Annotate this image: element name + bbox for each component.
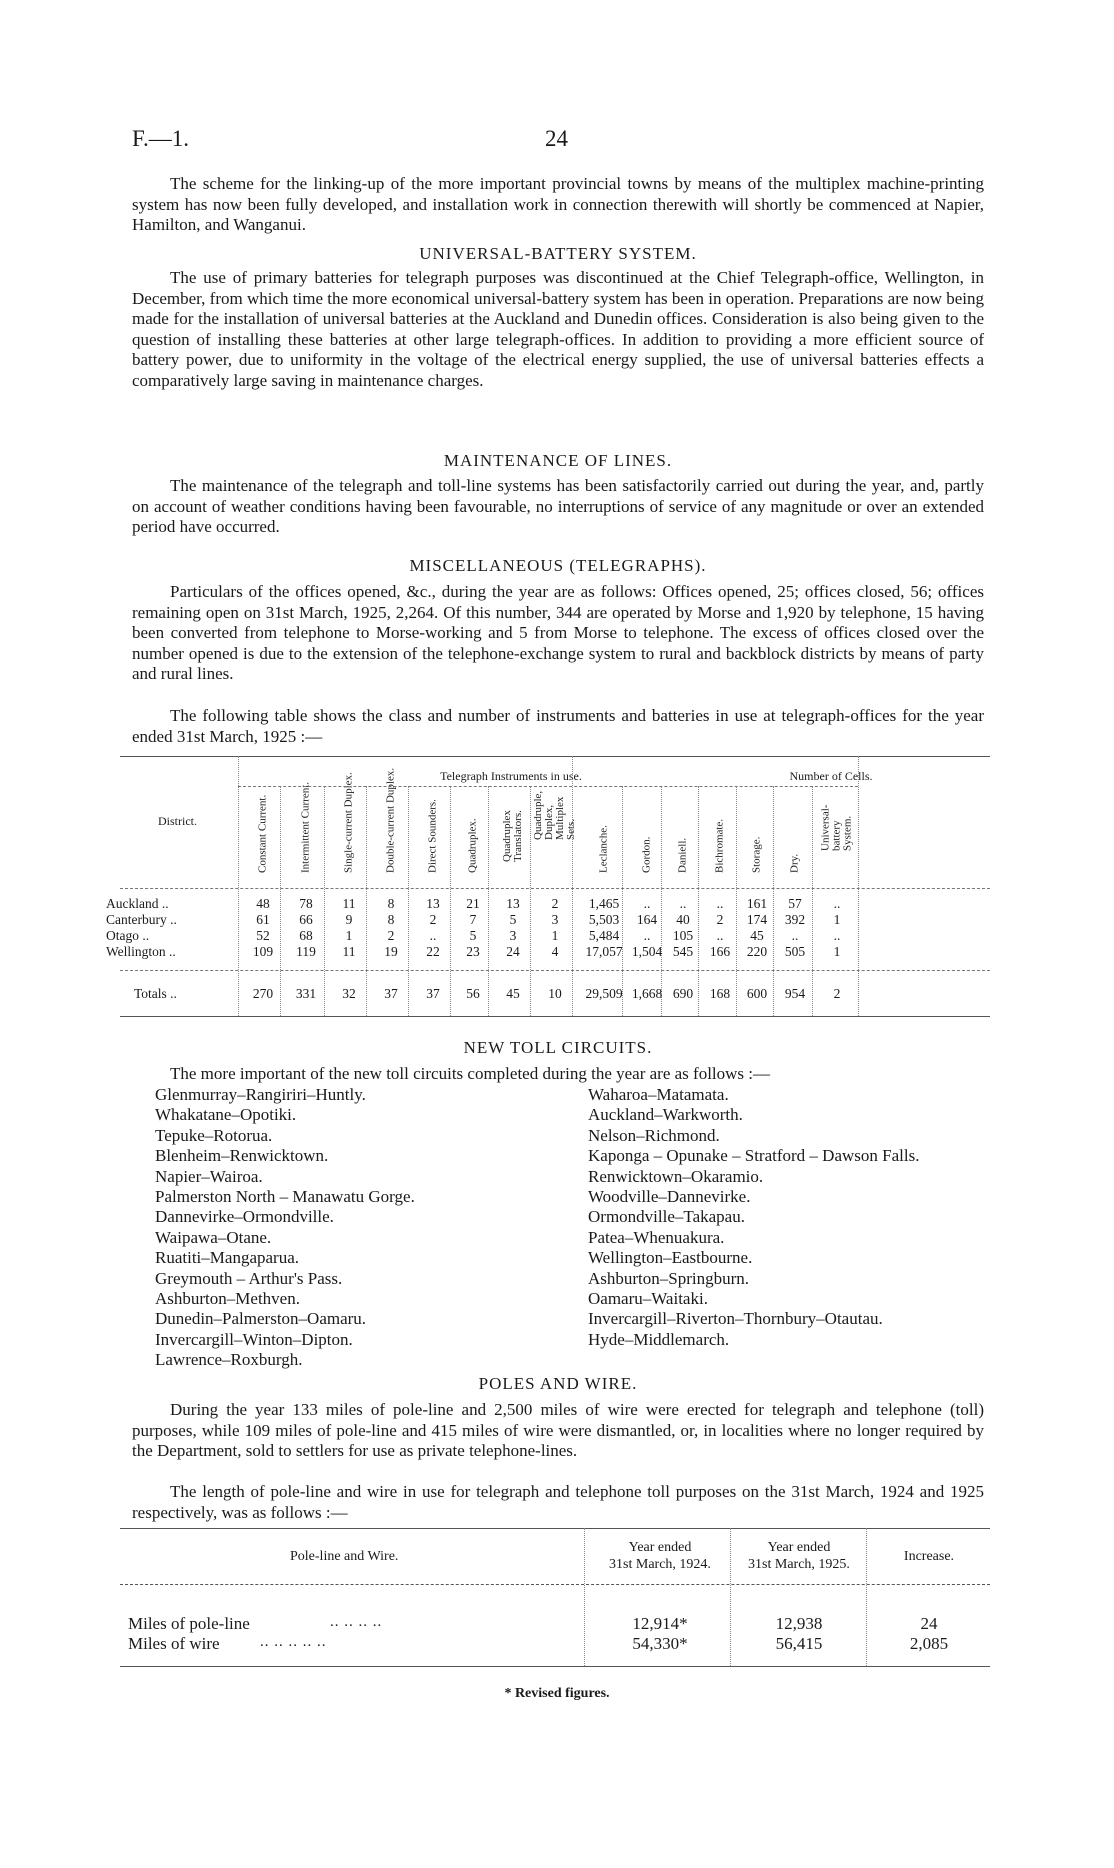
pole-table-header-rule: [120, 1584, 990, 1585]
maintenance-text: The maintenance of the telegraph and toll-line systems has been satisfactorily carried out during the year, and, partly on account of weather conditions having been favourable, no interruptions of service of any magnitude or over an extended period have occurred.: [132, 476, 984, 537]
toll-circuit-item: Wellington–Eastbourne.: [588, 1248, 753, 1268]
table-bottom-rule: [120, 1016, 990, 1017]
totals-row-cell: 2: [833, 986, 841, 1001]
totals-row-cell: 37: [384, 986, 398, 1001]
column-header-label: Quadruplex Translators.: [501, 810, 524, 862]
column-header-label: Intermittent Current.: [299, 781, 312, 873]
pole-row-1924: 12,914*: [632, 1614, 688, 1633]
toll-circuit-item: Renwicktown–Okaramio.: [588, 1166, 764, 1186]
table-row-cell: ..: [791, 928, 799, 943]
group-header-rule: [238, 786, 858, 787]
totals-row-cell: 331: [295, 986, 317, 1001]
table-row-cell: 2: [387, 928, 395, 943]
column-header: [665, 784, 701, 884]
pole-row-1925: 12,938: [775, 1614, 823, 1633]
table-row-cell: 45: [750, 928, 764, 943]
table-top-rule: [120, 756, 990, 757]
footnote: * Revised figures.: [504, 1686, 610, 1701]
toll-circuit-item: Palmerston North – Manawatu Gorge.: [155, 1187, 415, 1207]
universal-battery-paragraph: [132, 268, 984, 392]
table-row-cell: 1: [551, 928, 559, 943]
table-row-label: Wellington ..: [106, 944, 176, 959]
column-header: [413, 784, 453, 884]
district-header: District.: [158, 814, 197, 828]
table-row-cell: 5: [469, 928, 477, 943]
toll-circuit-item: Ruatiti–Mangaparua.: [155, 1248, 299, 1268]
table-row-cell: 3: [551, 912, 559, 927]
pole-col-rule: [866, 1528, 867, 1666]
wire-row-1924: 54,330*: [632, 1634, 688, 1653]
column-header-label: Daniell.: [676, 837, 689, 873]
table-row-label: Otago ..: [106, 928, 150, 943]
table-row-cell: 220: [746, 944, 768, 959]
toll-intro-paragraph: [132, 1064, 984, 1085]
toll-circuit-item: Tepuke–Rotorua.: [155, 1125, 273, 1145]
column-header-label: Universal-battery System.: [819, 804, 854, 851]
column-header-label: Single-current Duplex.: [342, 772, 355, 873]
column-header-label: Bichromate.: [713, 818, 726, 873]
pole-table-top-rule: [120, 1528, 990, 1529]
toll-circuit-item: Ormondville–Takapau.: [588, 1207, 745, 1227]
table-row-label: Auckland ..: [106, 896, 169, 911]
column-header: [776, 784, 814, 884]
table-row-cell: ..: [679, 896, 687, 911]
column-rule: [572, 756, 573, 1016]
table-row-cell: ..: [716, 928, 724, 943]
pole-col-rule: [584, 1528, 585, 1666]
table-row-cell: 109: [252, 944, 274, 959]
column-header: [371, 767, 411, 884]
table-row-cell: 13: [426, 896, 440, 911]
instrument-table: [106, 756, 990, 1018]
table-row-cell: 4: [551, 944, 559, 959]
table-row-cell: 68: [299, 928, 313, 943]
table-row-cell: 5: [509, 912, 517, 927]
toll-circuit-item: Waipawa–Otane.: [155, 1227, 272, 1247]
toll-circuit-item: Auckland–Warkworth.: [588, 1105, 743, 1125]
column-header-label: Quadruple, Duplex, Multiplex Sets.: [532, 790, 577, 840]
poles-text-2: The length of pole-line and wire in use for telegraph and telephone toll purposes on the 31st March, 1924 and 1925 respectively, was as follows :—: [132, 1482, 984, 1522]
column-header: [534, 784, 576, 884]
toll-circuit-item: Greymouth – Arthur's Pass.: [155, 1268, 343, 1288]
table-row-cell: 2: [716, 912, 724, 927]
pole-table: [120, 1528, 990, 1668]
toll-circuit-item: Patea–Whenuakura.: [588, 1227, 725, 1247]
column-header-label: Double-current Duplex.: [384, 767, 397, 873]
miscellaneous-text-1: Particulars of the offices opened, &c., during the year are as follows: Offices opened, 25; offices closed, 56; offices remaining open on 31st March, 1925, 2,264. Of this number, 344 are operated by Morse and 1,920 by telephone, 15 having been converted from telephone to Morse-working and 5 from Morse to telephone. The excess of offices closed over the number opened is due to the extension of the telephone-exchange system to rural and backblock districts by means of party and rural lines.: [132, 582, 984, 684]
table-row-cell: ..: [643, 928, 651, 943]
table-row-cell: 166: [709, 944, 731, 959]
table-row-cell: 2: [429, 912, 437, 927]
totals-row-cell: 1,668: [631, 986, 663, 1001]
toll-circuit-item: Nelson–Richmond.: [588, 1125, 720, 1145]
column-header: [739, 784, 775, 884]
column-rule: [238, 756, 239, 1016]
wire-row-label: Miles of wire: [128, 1634, 220, 1653]
column-header: [580, 784, 628, 884]
column-header: [286, 781, 326, 884]
heading-poles-wire: POLES AND WIRE.: [478, 1374, 638, 1393]
toll-list-right: [588, 1085, 919, 1350]
totals-row-cell: 10: [548, 986, 562, 1001]
table-totals-rule: [120, 970, 990, 971]
toll-circuit-item: Hyde–Middlemarch.: [588, 1329, 730, 1349]
table-row-cell: 19: [384, 944, 398, 959]
table-row-cell: 66: [299, 912, 313, 927]
table-row-cell: 11: [342, 896, 356, 911]
universal-battery-text: The use of primary batteries for telegraph purposes was discontinued at the Chief Telegraph-office, Wellington, in December, from which time the more economical universal-battery system has been in operation. Preparations are now being made for the installation of universal batteries at the Auckland and Dunedin offices. Consideration is also being given to the question of installing these batteries at other large telegraph-offices. In addition to providing a more efficient source of battery power, due to uniformity in the voltage of the electrical energy supplied, the use of universal batteries effects a comparatively large saving in maintenance charges.: [132, 268, 984, 390]
table-row-cell: 161: [746, 896, 768, 911]
table-row-cell: 40: [676, 912, 690, 927]
toll-circuit-item: Whakatane–Opotiki.: [155, 1105, 297, 1125]
toll-circuit-item: Ashburton–Springburn.: [588, 1268, 750, 1288]
totals-row-cell: 37: [426, 986, 440, 1001]
column-header: [817, 784, 857, 884]
pole-col-rule: [730, 1528, 731, 1666]
table-row-cell: ..: [643, 896, 651, 911]
group-header-cells: Number of Cells.: [789, 769, 873, 783]
table-row-cell: 174: [746, 912, 768, 927]
poles-paragraph-1: [132, 1400, 984, 1462]
toll-circuit-item: Glenmurray–Rangiriri–Huntly.: [155, 1085, 366, 1104]
column-header: [629, 784, 665, 884]
toll-circuit-item: Waharoa–Matamata.: [588, 1085, 729, 1104]
toll-circuit-item: Dunedin–Palmerston–Oamaru.: [155, 1309, 367, 1329]
table-row-cell: 8: [387, 912, 395, 927]
table-header-rule: [120, 888, 990, 889]
table-row-cell: 21: [466, 896, 480, 911]
toll-circuit-item: Dannevirke–Ormondville.: [155, 1207, 334, 1227]
toll-circuit-item: Napier–Wairoa.: [155, 1166, 263, 1186]
pole-header-1925-line1: Year ended: [767, 1540, 831, 1555]
toll-intro-text: The more important of the new toll circuits completed during the year are as follows :—: [170, 1064, 771, 1083]
table-row-cell: 5,484: [588, 928, 620, 943]
table-row-cell: 9: [345, 912, 353, 927]
totals-row-cell: 270: [252, 986, 274, 1001]
table-row-cell: 22: [426, 944, 440, 959]
totals-row-cell: 690: [672, 986, 694, 1001]
column-header: [243, 784, 283, 884]
column-header-label: Leclanche.: [597, 825, 610, 873]
column-header-label: Storage.: [750, 836, 763, 873]
pole-header-1924-line1: Year ended: [628, 1540, 692, 1555]
totals-row-cell: 600: [746, 986, 768, 1001]
table-row-cell: 505: [784, 944, 806, 959]
table-row-cell: 164: [636, 912, 658, 927]
totals-row-cell: 29,509: [585, 986, 623, 1001]
table-row-cell: ..: [716, 896, 724, 911]
table-row-cell: 7: [469, 912, 477, 927]
totals-row-cell: 954: [784, 986, 806, 1001]
totals-row-cell: 32: [342, 986, 356, 1001]
table-row-cell: 1: [833, 944, 841, 959]
table-row-cell: 1: [833, 912, 841, 927]
column-header-label: Gordon.: [640, 836, 653, 873]
miscellaneous-paragraph-2: [132, 706, 984, 747]
heading-universal-battery: UNIVERSAL-BATTERY SYSTEM.: [419, 244, 697, 263]
column-rule: [858, 756, 859, 1016]
column-header-label: Dry.: [788, 853, 801, 873]
table-row-cell: 57: [788, 896, 802, 911]
column-header-label: Quadruplex.: [466, 818, 479, 873]
pole-header-increase: Increase.: [903, 1549, 955, 1564]
table-row-cell: 23: [466, 944, 480, 959]
table-row-cell: 13: [506, 896, 520, 911]
pole-header-1925-line2: 31st March, 1925.: [748, 1557, 850, 1572]
table-row-cell: 8: [387, 896, 395, 911]
toll-circuit-item: Kaponga – Opunake – Stratford – Dawson Falls.: [588, 1146, 920, 1166]
heading-toll-circuits: NEW TOLL CIRCUITS.: [463, 1038, 653, 1057]
table-row-cell: 105: [672, 928, 694, 943]
table-row-cell: ..: [833, 928, 841, 943]
toll-circuit-item: Ashburton–Methven.: [155, 1289, 300, 1309]
column-header-label: Constant Current.: [256, 794, 269, 873]
table-row-cell: 2: [551, 896, 559, 911]
page-number: 24: [545, 126, 568, 151]
column-header: [454, 784, 492, 884]
toll-circuit-item: Oamaru–Waitaki.: [588, 1289, 708, 1309]
table-row-cell: ..: [833, 896, 841, 911]
table-row-cell: 1,465: [588, 896, 620, 911]
toll-circuit-item: Blenheim–Renwicktown.: [155, 1146, 329, 1166]
toll-circuit-item: Invercargill–Winton–Dipton.: [155, 1329, 353, 1349]
poles-text-1: During the year 133 miles of pole-line and 2,500 miles of wire were erected for telegraph and telephone (toll) purposes, while 109 miles of pole-line and 415 miles of wire were dismantled, or, in localities where no longer required by the Department, sold to settlers for use as private telephone-lines.: [132, 1400, 984, 1461]
heading-miscellaneous: MISCELLANEOUS (TELEGRAPHS).: [409, 556, 707, 575]
intro-text: The scheme for the linking-up of the more important provincial towns by means of the multiplex machine-printing system has now been fully developed, and installation work in connection therewith will shortly be commenced at Napier, Hamilton, and Wanganui.: [132, 174, 984, 235]
table-row-cell: 17,057: [585, 944, 623, 959]
table-row-cell: 5,503: [588, 912, 620, 927]
table-row-cell: 1,504: [631, 944, 663, 959]
table-row-cell: 3: [509, 928, 517, 943]
totals-row-label: Totals ..: [134, 986, 177, 1001]
pole-row-increase: 24: [920, 1614, 938, 1633]
table-row-cell: 24: [506, 944, 520, 959]
table-row-cell: 119: [296, 944, 316, 959]
toll-circuit-item: Lawrence–Roxburgh.: [155, 1350, 303, 1370]
table-row-cell: 61: [256, 912, 270, 927]
table-row-cell: 48: [256, 896, 270, 911]
table-row-cell: ..: [429, 928, 437, 943]
pole-row-label: Miles of pole-line: [128, 1614, 250, 1633]
pole-header-description: Pole-line and Wire.: [290, 1549, 399, 1564]
column-header: [329, 772, 369, 884]
wire-row-increase: 2,085: [909, 1634, 949, 1653]
poles-paragraph-2: [132, 1482, 984, 1523]
table-row-cell: 78: [299, 896, 313, 911]
column-header: [702, 784, 738, 884]
wire-row-leaders: .. .. .. .. ..: [260, 1634, 327, 1650]
pole-header-1924-line2: 31st March, 1924.: [609, 1557, 711, 1572]
toll-circuit-item: Woodville–Dannevirke.: [588, 1187, 751, 1207]
heading-maintenance: MAINTENANCE OF LINES.: [443, 451, 673, 470]
table-row-cell: 1: [345, 928, 353, 943]
totals-row-cell: 168: [709, 986, 731, 1001]
toll-list-left: [155, 1085, 415, 1371]
table-row-label: Canterbury ..: [106, 912, 177, 927]
table-row-cell: 392: [784, 912, 806, 927]
pole-row-leaders: .. .. .. ..: [330, 1614, 383, 1630]
miscellaneous-text-2: The following table shows the class and number of instruments and batteries in use at telegraph-offices for the year ended 31st March, 1925 :—: [132, 706, 984, 746]
miscellaneous-paragraph-1: [132, 582, 984, 685]
totals-row-cell: 56: [466, 986, 480, 1001]
column-header: [493, 784, 533, 884]
table-row-cell: 52: [256, 928, 270, 943]
maintenance-paragraph: [132, 476, 984, 538]
column-header-label: Direct Sounders.: [426, 799, 439, 873]
table-row-cell: 11: [342, 944, 356, 959]
intro-paragraph: [132, 174, 984, 236]
toll-circuit-item: Invercargill–Riverton–Thornbury–Otautau.: [588, 1309, 883, 1329]
group-header-instruments: Telegraph Instruments in use.: [440, 769, 582, 783]
wire-row-1925: 56,415: [775, 1634, 823, 1653]
section-code: F.—1.: [132, 126, 189, 151]
totals-row-cell: 45: [506, 986, 520, 1001]
table-row-cell: 545: [672, 944, 694, 959]
pole-table-bottom-rule: [120, 1666, 990, 1667]
